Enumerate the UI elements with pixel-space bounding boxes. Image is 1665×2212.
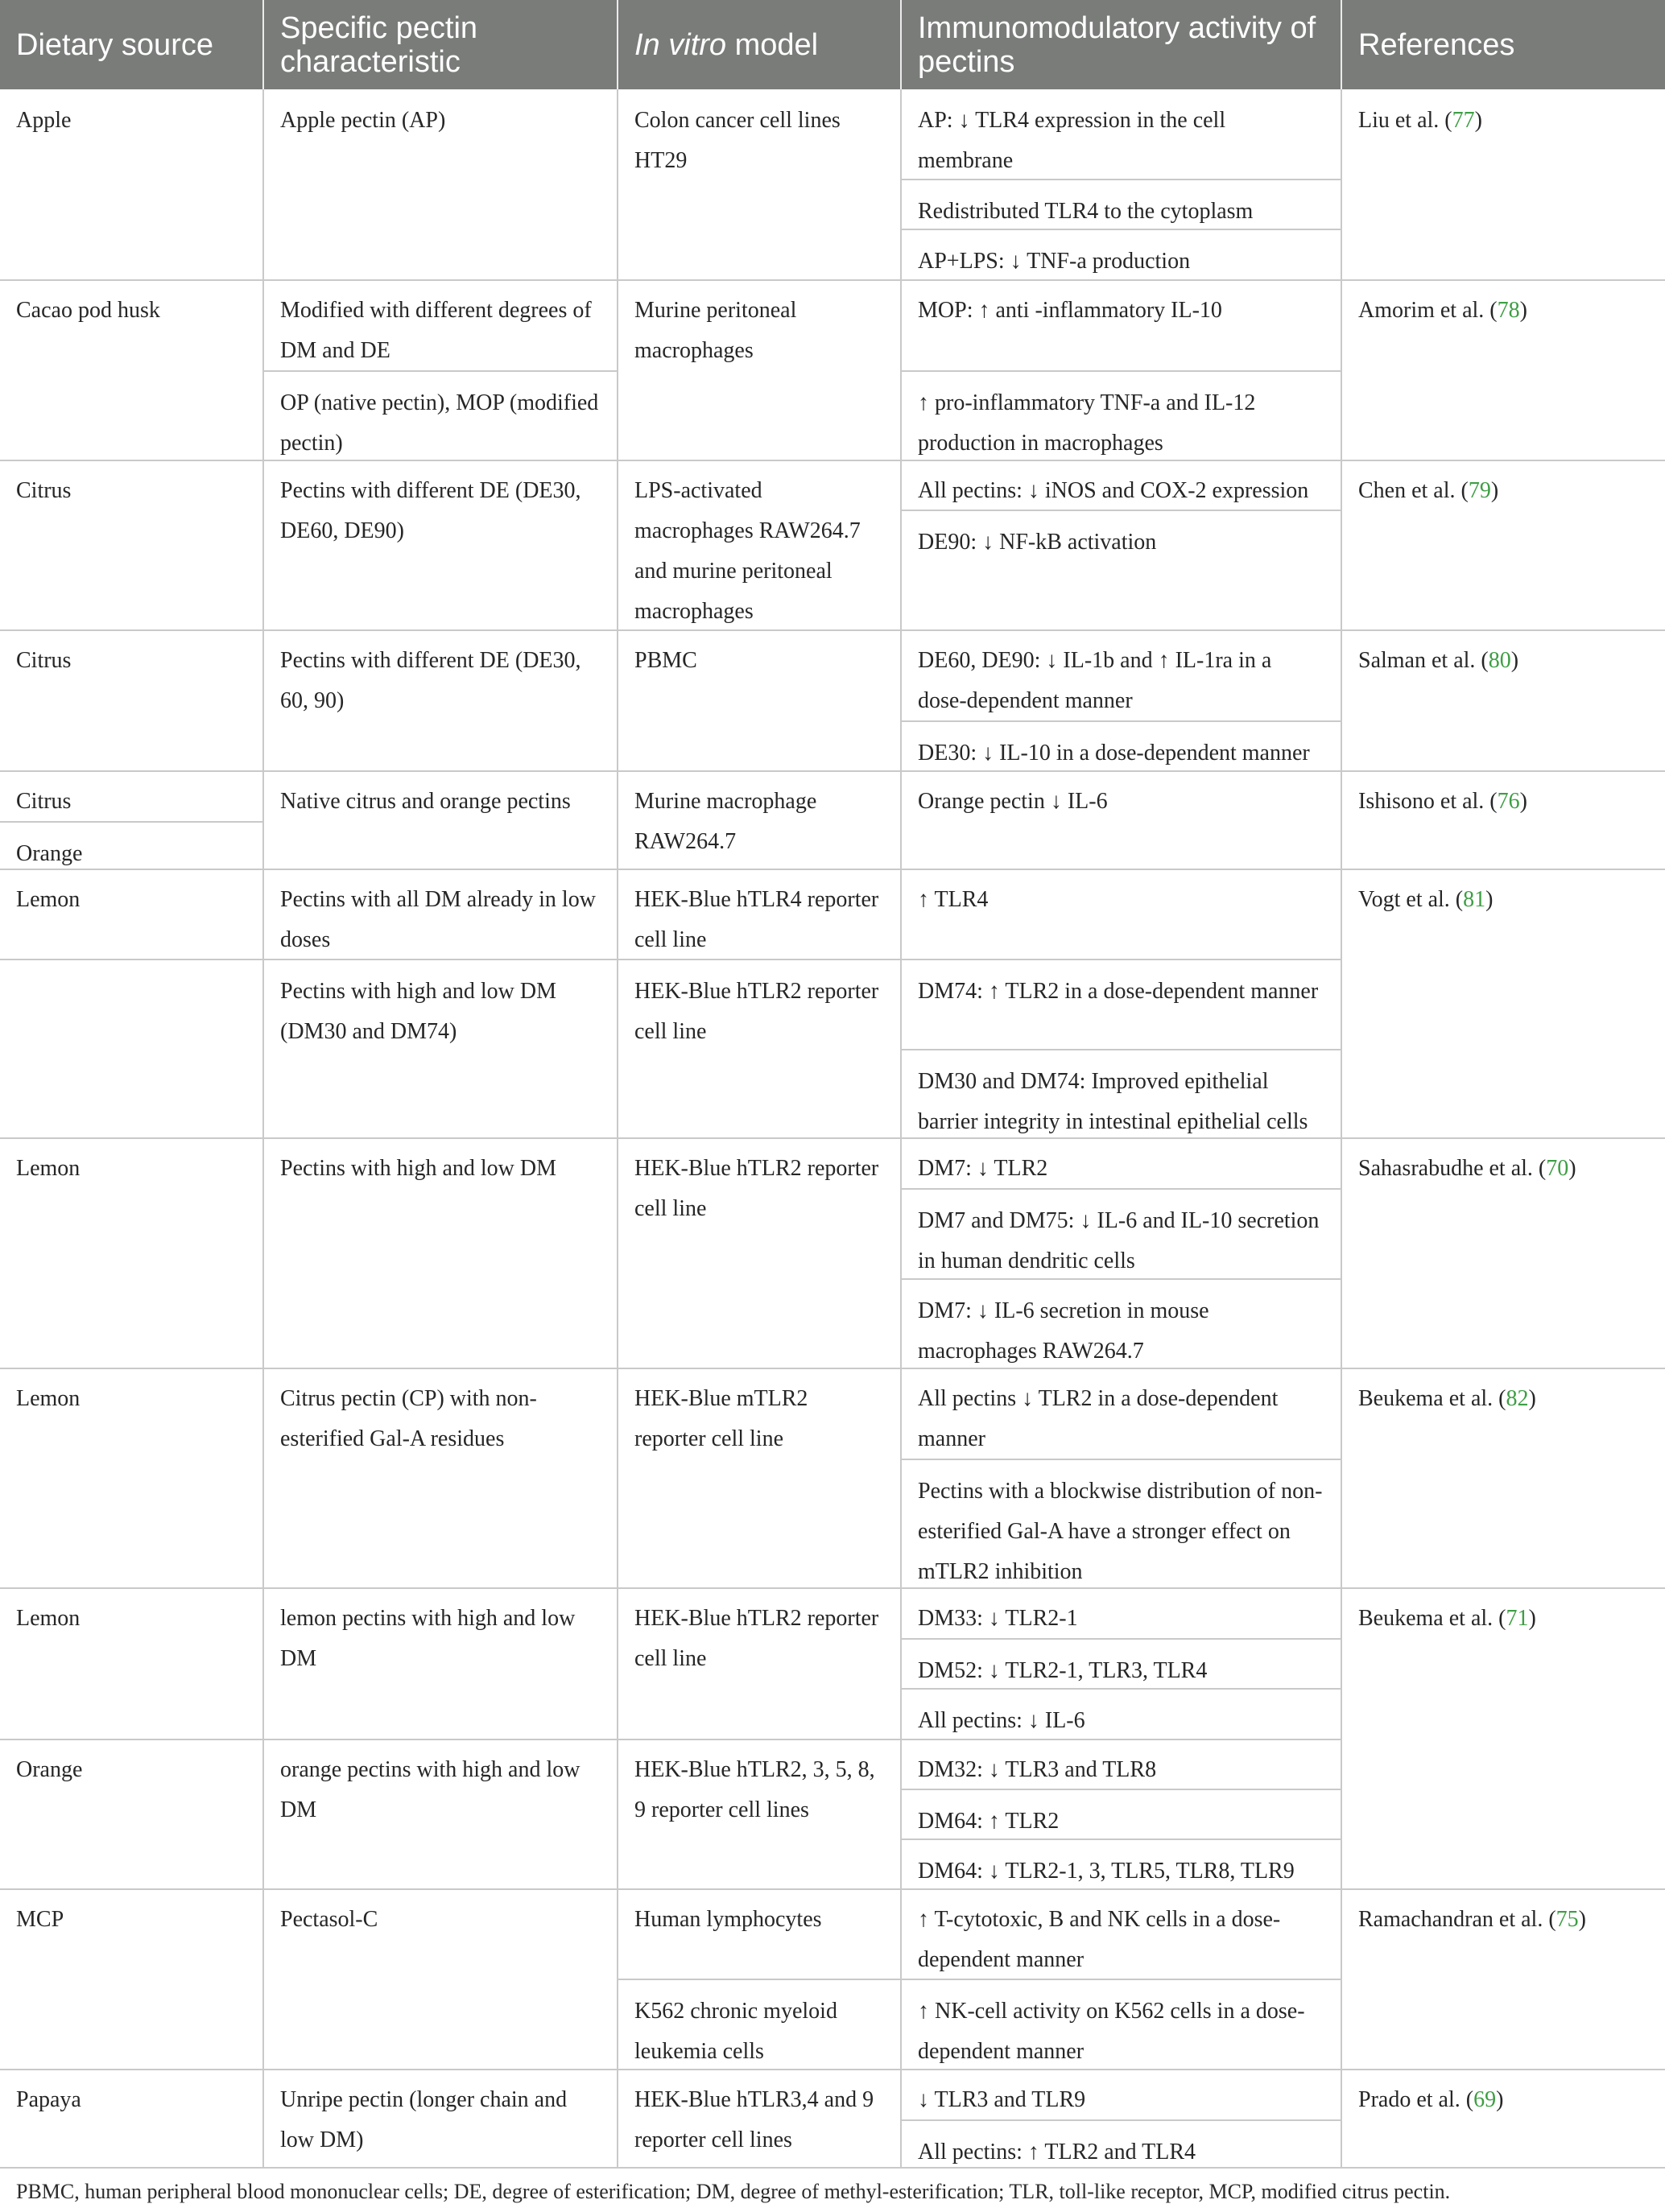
- cell-in-vitro-model: HEK-Blue hTLR4 reporter cell line: [634, 887, 879, 952]
- cell-reference: [1342, 770, 1665, 822]
- reference-link[interactable]: 82: [1506, 1386, 1529, 1411]
- column-divider: [617, 89, 618, 2169]
- reference-author: Beukema et al. (: [1358, 1606, 1506, 1631]
- cell-activity: DM7: ↓ IL-6 secretion in mouse macrophages RAW264.7: [918, 1298, 1209, 1364]
- cell-in-vitro-model: HEK-Blue mTLR2 reporter cell line: [634, 1386, 808, 1451]
- cell-activity: DE30: ↓ IL-10 in a dose-dependent manner: [918, 741, 1310, 766]
- cell-activity: MOP: ↑ anti -inflammatory IL-10: [918, 298, 1222, 323]
- cell-activity: Orange pectin ↓ IL-6: [918, 789, 1108, 814]
- cell-activity: AP+LPS: ↓ TNF-a production: [918, 249, 1191, 274]
- cell-dietary-source: Apple: [16, 108, 72, 133]
- header-text: References: [1358, 27, 1515, 62]
- cell-activity: Redistributed TLR4 to the cytoplasm: [918, 199, 1254, 224]
- reference-close: ): [1528, 1386, 1536, 1411]
- reference-close: ): [1528, 1606, 1536, 1631]
- cell-activity: DM52: ↓ TLR2-1, TLR3, TLR4: [918, 1658, 1208, 1683]
- cell-pectin-characteristic: Unripe pectin (longer chain and low DM): [280, 2087, 568, 2152]
- reference-link[interactable]: 76: [1497, 789, 1520, 814]
- reference-close: ): [1519, 298, 1527, 323]
- cell-activity: Pectins with a blockwise distribution of non-esterified Gal-A have a stronger effect on mTLR2 inhibition: [918, 1479, 1323, 1584]
- header-text: Immunomodulatory activity of pectins: [918, 10, 1316, 79]
- cell-in-vitro-model: K562 chronic myeloid leukemia cells: [634, 1999, 837, 2064]
- cell-dietary-source: Orange: [16, 1757, 83, 1782]
- reference-link[interactable]: 75: [1556, 1907, 1579, 1932]
- reference-author: Ishisono et al. (: [1358, 789, 1498, 814]
- cell-dietary-source: Lemon: [16, 1606, 81, 1631]
- header-in-vitro-model: [618, 0, 900, 89]
- reference-close: ): [1578, 1907, 1586, 1932]
- cell-activity: ↑ pro-inflammatory TNF-a and IL-12 production in macrophages: [918, 390, 1256, 456]
- header-references: [1342, 0, 1665, 89]
- cell-pectin-characteristic: Pectins with different DE (DE30, 60, 90): [280, 648, 581, 713]
- header-text: model: [726, 27, 819, 62]
- cell-pectin-characteristic: Pectins with high and low DM (DM30 and DM74): [280, 979, 556, 1044]
- cell-pectin-characteristic: Native citrus and orange pectins: [280, 789, 571, 814]
- cell-activity: All pectins: ↑ TLR2 and TLR4: [918, 2140, 1196, 2165]
- reference-author: Vogt et al. (: [1358, 887, 1464, 912]
- cell-dietary-source: Citrus: [16, 789, 72, 814]
- cell-activity: DM64: ↑ TLR2: [918, 1809, 1060, 1834]
- reference-close: ): [1568, 1156, 1576, 1181]
- cell-reference: [1342, 2069, 1665, 2120]
- cell-reference: [1342, 1587, 1665, 1639]
- cell-activity: DM33: ↓ TLR2-1: [918, 1606, 1078, 1631]
- cell-dietary-source: Citrus: [16, 648, 72, 673]
- reference-close: ): [1474, 108, 1482, 133]
- cell-in-vitro-model: HEK-Blue hTLR2 reporter cell line: [634, 1606, 879, 1671]
- table-header-row: [0, 0, 1665, 89]
- cell-activity: DM32: ↓ TLR3 and TLR8: [918, 1757, 1157, 1782]
- cell-in-vitro-model: HEK-Blue hTLR2, 3, 5, 8, 9 reporter cell lines: [634, 1757, 875, 1822]
- cell-activity: ↑ NK-cell activity on K562 cells in a dose-dependent manner: [918, 1999, 1305, 2064]
- reference-close: ): [1490, 478, 1499, 503]
- reference-author: Ramachandran et al. (: [1358, 1907, 1556, 1932]
- reference-close: ): [1485, 887, 1494, 912]
- cell-reference: [1342, 279, 1665, 331]
- cell-dietary-source: Lemon: [16, 887, 81, 912]
- cell-dietary-source: Citrus: [16, 478, 72, 503]
- cell-in-vitro-model: HEK-Blue hTLR3,4 and 9 reporter cell lines: [634, 2087, 874, 2152]
- cell-pectin-characteristic: lemon pectins with high and low DM: [280, 1606, 576, 1671]
- cell-reference: [1342, 460, 1665, 511]
- table-bottom-line: [0, 2167, 1665, 2169]
- cell-activity: DM30 and DM74: Improved epithelial barrier integrity in intestinal epithelial cells: [918, 1069, 1308, 1134]
- cell-dietary-source: Cacao pod husk: [16, 298, 160, 323]
- cell-in-vitro-model: Murine macrophage RAW264.7: [634, 789, 817, 854]
- cell-reference: [1342, 1368, 1665, 1419]
- cell-in-vitro-model: Colon cancer cell lines HT29: [634, 108, 841, 173]
- cell-activity: All pectins ↓ TLR2 in a dose-dependent manner: [918, 1386, 1279, 1451]
- cell-activity: All pectins: ↓ IL-6: [918, 1708, 1085, 1733]
- reference-close: ): [1496, 2087, 1504, 2112]
- cell-activity: AP: ↓ TLR4 expression in the cell membrane: [918, 108, 1226, 173]
- cell-in-vitro-model: HEK-Blue hTLR2 reporter cell line: [634, 979, 879, 1044]
- header-immunomodulatory-activity: [902, 0, 1341, 89]
- header-specific-pectin-characteristic: [264, 0, 617, 89]
- reference-link[interactable]: 69: [1473, 2087, 1497, 2112]
- reference-author: Sahasrabudhe et al. (: [1358, 1156, 1547, 1181]
- cell-activity: DM74: ↑ TLR2 in a dose-dependent manner: [918, 979, 1319, 1004]
- cell-activity: ↑ TLR4: [918, 887, 989, 912]
- header-dietary-source: [0, 0, 263, 89]
- cell-dietary-source: Orange: [16, 841, 83, 866]
- cell-activity: DM64: ↓ TLR2-1, 3, TLR5, TLR8, TLR9: [918, 1859, 1295, 1884]
- reference-link[interactable]: 79: [1468, 478, 1491, 503]
- cell-in-vitro-model: PBMC: [634, 648, 697, 673]
- cell-pectin-characteristic: Pectins with high and low DM: [280, 1156, 556, 1181]
- cell-reference: [1342, 869, 1665, 920]
- reference-author: Liu et al. (: [1358, 108, 1452, 133]
- cell-in-vitro-model: HEK-Blue hTLR2 reporter cell line: [634, 1156, 879, 1221]
- cell-in-vitro-model: Human lymphocytes: [634, 1907, 822, 1932]
- reference-link[interactable]: 81: [1463, 887, 1486, 912]
- reference-author: Salman et al. (: [1358, 648, 1489, 673]
- cell-dietary-source: Lemon: [16, 1386, 81, 1411]
- reference-link[interactable]: 71: [1506, 1606, 1529, 1631]
- cell-activity: ↑ T-cytotoxic, B and NK cells in a dose-dependent manner: [918, 1907, 1281, 1972]
- cell-pectin-characteristic: Pectins with all DM already in low doses: [280, 887, 596, 952]
- cell-pectin-characteristic: Pectasol-C: [280, 1907, 378, 1932]
- reference-link[interactable]: 80: [1488, 648, 1511, 673]
- cell-pectin-characteristic: orange pectins with high and low DM: [280, 1757, 580, 1822]
- reference-author: Beukema et al. (: [1358, 1386, 1506, 1411]
- header-italic-text: In vitro: [634, 27, 727, 62]
- reference-close: ): [1510, 648, 1519, 673]
- reference-author: Chen et al. (: [1358, 478, 1469, 503]
- cell-pectin-characteristic: OP (native pectin), MOP (modified pectin): [280, 390, 599, 456]
- reference-link[interactable]: 70: [1546, 1156, 1569, 1181]
- cell-activity: DM7: ↓ TLR2: [918, 1156, 1048, 1181]
- cell-activity: DM7 and DM75: ↓ IL-6 and IL-10 secretion in human dendritic cells: [918, 1208, 1320, 1273]
- cell-reference: [1342, 1888, 1665, 1940]
- reference-author: Prado et al. (: [1358, 2087, 1474, 2112]
- header-text: Dietary source: [16, 27, 213, 62]
- reference-link[interactable]: 78: [1497, 298, 1520, 323]
- column-divider: [1341, 89, 1342, 2169]
- cell-activity: DE60, DE90: ↓ IL-1b and ↑ IL-1ra in a dose-dependent manner: [918, 648, 1272, 713]
- cell-pectin-characteristic: Modified with different degrees of DM and DE: [280, 298, 592, 363]
- reference-close: ): [1519, 789, 1527, 814]
- cell-activity: DE90: ↓ NF-kB activation: [918, 530, 1157, 555]
- cell-in-vitro-model: Murine peritoneal macrophages: [634, 298, 797, 363]
- table-footnote: PBMC, human peripheral blood mononuclear cells; DE, degree of esterification; DM, degree of methyl-esterification; TLR, toll-like receptor, MCP, modified citrus pectin.: [16, 2180, 1451, 2203]
- cell-pectin-characteristic: Apple pectin (AP): [280, 108, 446, 133]
- cell-dietary-source: MCP: [16, 1907, 64, 1932]
- header-text: Specific pectin characteristic: [280, 10, 478, 79]
- cell-dietary-source: Papaya: [16, 2087, 81, 2112]
- cell-activity: All pectins: ↓ iNOS and COX-2 expression: [918, 478, 1309, 503]
- cell-in-vitro-model: LPS-activated macrophages RAW264.7 and murine peritoneal macrophages: [634, 478, 861, 624]
- cell-pectin-characteristic: Citrus pectin (CP) with non-esterified Gal-A residues: [280, 1386, 537, 1451]
- cell-reference: [1342, 1137, 1665, 1189]
- cell-reference: [1342, 89, 1665, 141]
- cell-dietary-source: Lemon: [16, 1156, 81, 1181]
- cell-activity: ↓ TLR3 and TLR9: [918, 2087, 1086, 2112]
- cell-pectin-characteristic: Pectins with different DE (DE30, DE60, DE90): [280, 478, 581, 543]
- reference-link[interactable]: 77: [1452, 108, 1475, 133]
- reference-author: Amorim et al. (: [1358, 298, 1498, 323]
- cell-reference: [1342, 629, 1665, 681]
